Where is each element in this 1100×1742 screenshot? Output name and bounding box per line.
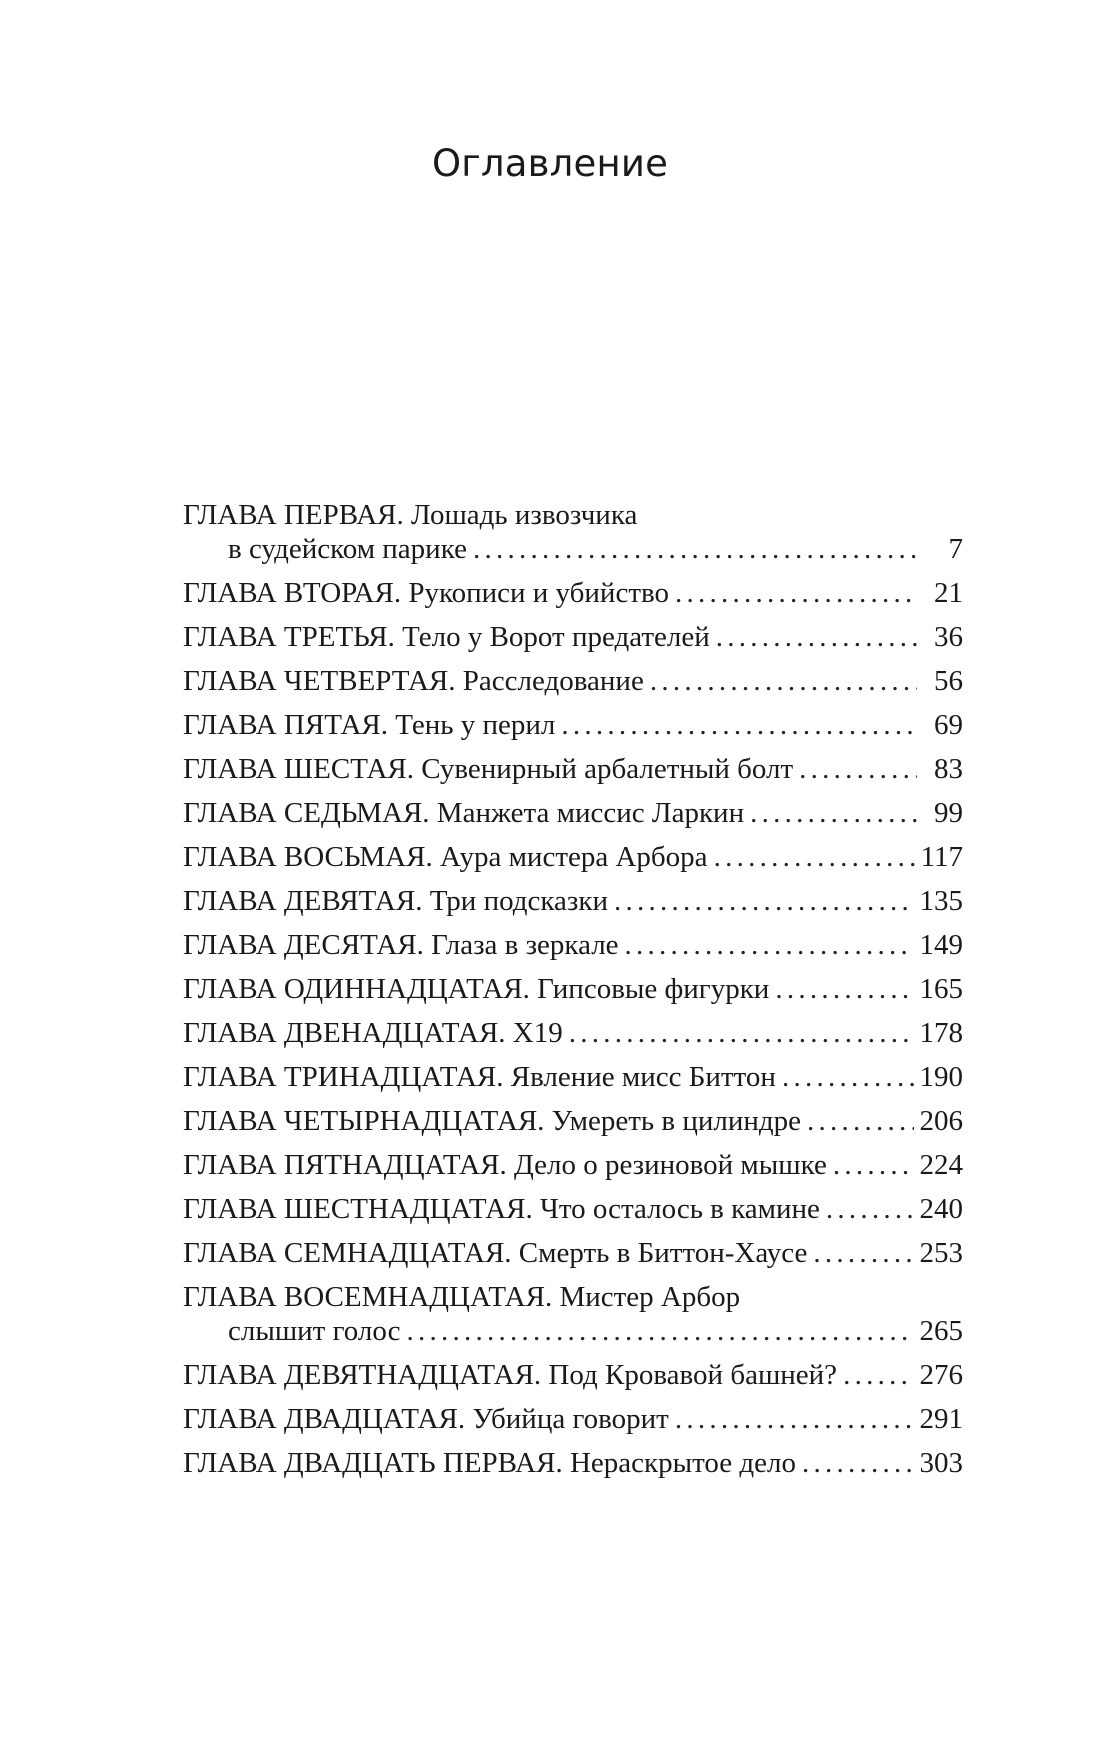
chapter-title: ГЛАВА ЧЕТВЕРТАЯ. Расследование	[183, 665, 644, 697]
page-number: 117	[920, 841, 963, 873]
toc-entry-line	[183, 1446, 963, 1480]
toc-entry[interactable]	[183, 796, 963, 830]
page-number: 36	[934, 621, 963, 653]
page-number: 224	[919, 1149, 963, 1181]
page-number: 21	[934, 577, 963, 609]
toc-entry-line	[183, 1236, 963, 1270]
dot-leader	[675, 1402, 914, 1436]
dot-leader	[716, 620, 917, 654]
toc-entry-line	[183, 840, 963, 874]
toc-entry-line	[183, 972, 963, 1006]
dot-leader	[813, 1236, 913, 1270]
toc-entry[interactable]	[183, 884, 963, 918]
toc-entry-line	[183, 664, 963, 698]
toc-entry[interactable]	[183, 1148, 963, 1182]
chapter-title: ГЛАВА ШЕСТНАДЦАТАЯ. Что осталось в камине	[183, 1193, 820, 1225]
chapter-title: ГЛАВА ОДИННАДЦАТАЯ. Гипсовые фигурки	[183, 973, 770, 1005]
chapter-title: ГЛАВА ТРЕТЬЯ. Тело у Ворот предателей	[183, 621, 710, 653]
chapter-title: ГЛАВА ДВЕНАДЦАТАЯ. X19	[183, 1017, 563, 1049]
page-number: 240	[919, 1193, 963, 1225]
dot-leader	[714, 840, 915, 874]
chapter-title: ГЛАВА ТРИНАДЦАТАЯ. Явление мисс Биттон	[183, 1061, 776, 1093]
page-title: Оглавление	[431, 142, 669, 185]
toc-entry[interactable]	[183, 1402, 963, 1436]
dot-leader	[799, 752, 917, 786]
toc-entry[interactable]	[183, 1016, 963, 1050]
page-number: 99	[934, 797, 963, 829]
chapter-title: ГЛАВА ДВАДЦАТАЯ. Убийца говорит	[183, 1403, 669, 1435]
toc-entry-line	[183, 1314, 963, 1348]
toc-entry-line	[183, 1280, 963, 1314]
dot-leader	[675, 576, 917, 610]
toc-entry-line	[183, 752, 963, 786]
page-number: 165	[919, 973, 963, 1005]
toc-entry-line	[183, 1016, 963, 1050]
toc-entry-line	[183, 620, 963, 654]
page-number: 253	[919, 1237, 963, 1269]
page-number: 56	[934, 665, 963, 697]
dot-leader	[750, 796, 917, 830]
chapter-title: ГЛАВА ПЕРВАЯ. Лошадь извозчика	[183, 499, 638, 531]
toc-entry-line	[183, 1104, 963, 1138]
toc-entry[interactable]	[183, 928, 963, 962]
chapter-title: в судейском парике	[228, 533, 467, 565]
dot-leader	[614, 884, 914, 918]
chapter-title: ГЛАВА ДЕВЯТАЯ. Три подсказки	[183, 885, 608, 917]
toc-entry[interactable]	[183, 1358, 963, 1392]
dot-leader	[569, 1016, 914, 1050]
page-number: 291	[919, 1403, 963, 1435]
toc-entry[interactable]	[183, 1060, 963, 1094]
dot-leader	[833, 1148, 914, 1182]
chapter-title: ГЛАВА ВОСЬМАЯ. Аура мистера Арбора	[183, 841, 708, 873]
dot-leader	[406, 1314, 913, 1348]
dot-leader	[650, 664, 917, 698]
chapter-title: ГЛАВА ДЕСЯТАЯ. Глаза в зеркале	[183, 929, 619, 961]
chapter-title: ГЛАВА ДЕВЯТНАДЦАТАЯ. Под Кровавой башней?	[183, 1359, 838, 1391]
page-number: 149	[919, 929, 963, 961]
toc-entry-line	[183, 928, 963, 962]
toc-entry[interactable]	[183, 1236, 963, 1270]
toc-entry-line	[183, 1358, 963, 1392]
toc-entry[interactable]	[183, 1280, 963, 1348]
toc-entry[interactable]	[183, 1192, 963, 1226]
toc-entry[interactable]	[183, 752, 963, 786]
toc-entry-line	[183, 1148, 963, 1182]
dot-leader	[782, 1060, 914, 1094]
chapter-title: ГЛАВА СЕМНАДЦАТАЯ. Смерть в Биттон-Хаусе	[183, 1237, 808, 1269]
toc-entry-line	[183, 884, 963, 918]
chapter-title: ГЛАВА ЧЕТЫРНАДЦАТАЯ. Умереть в цилиндре	[183, 1105, 802, 1137]
chapter-title: ГЛАВА ПЯТАЯ. Тень у перил	[183, 709, 556, 741]
dot-leader	[802, 1446, 914, 1480]
chapter-title: ГЛАВА ПЯТНАДЦАТАЯ. Дело о резиновой мышке	[183, 1149, 827, 1181]
toc-entry-line	[183, 498, 963, 532]
toc-entry[interactable]	[183, 664, 963, 698]
chapter-title: ГЛАВА ДВАДЦАТЬ ПЕРВАЯ. Нераскрытое дело	[183, 1447, 796, 1479]
page-number: 190	[919, 1061, 963, 1093]
toc-entry-line	[183, 1402, 963, 1436]
toc-entry[interactable]	[183, 840, 963, 874]
toc-entry-line	[183, 1192, 963, 1226]
toc-entry-line	[183, 708, 963, 742]
dot-leader	[775, 972, 913, 1006]
page-number: 303	[919, 1447, 963, 1479]
toc-entry-line	[183, 1060, 963, 1094]
toc-entry-line	[183, 532, 963, 566]
page-number: 178	[919, 1017, 963, 1049]
toc-entry[interactable]	[183, 1104, 963, 1138]
page-number: 83	[934, 753, 963, 785]
chapter-title: ГЛАВА ШЕСТАЯ. Сувенирный арбалетный болт	[183, 753, 794, 785]
page-number: 7	[948, 533, 963, 565]
toc-entry[interactable]	[183, 620, 963, 654]
dot-leader	[843, 1358, 913, 1392]
chapter-title: слышит голос	[228, 1315, 401, 1347]
dot-leader	[473, 532, 917, 566]
page-number: 276	[919, 1359, 963, 1391]
chapter-title: ГЛАВА ВОСЕМНАДЦАТАЯ. Мистер Арбор	[183, 1281, 741, 1313]
dot-leader	[625, 928, 914, 962]
page-number: 69	[934, 709, 963, 741]
dot-leader	[561, 708, 917, 742]
toc-entry-line	[183, 796, 963, 830]
page-number: 265	[919, 1315, 963, 1347]
toc-entry[interactable]	[183, 972, 963, 1006]
toc-entry[interactable]	[183, 1446, 963, 1480]
page-number: 135	[919, 885, 963, 917]
chapter-title: ГЛАВА ВТОРАЯ. Рукописи и убийство	[183, 577, 669, 609]
dot-leader	[826, 1192, 914, 1226]
toc-entry[interactable]	[183, 708, 963, 742]
toc-entry[interactable]	[183, 498, 963, 566]
toc-entry-line	[183, 576, 963, 610]
page-number: 206	[919, 1105, 963, 1137]
table-of-contents	[183, 498, 963, 1490]
chapter-title: ГЛАВА СЕДЬМАЯ. Манжета миссис Ларкин	[183, 797, 745, 829]
toc-entry[interactable]	[183, 576, 963, 610]
dot-leader	[807, 1104, 913, 1138]
